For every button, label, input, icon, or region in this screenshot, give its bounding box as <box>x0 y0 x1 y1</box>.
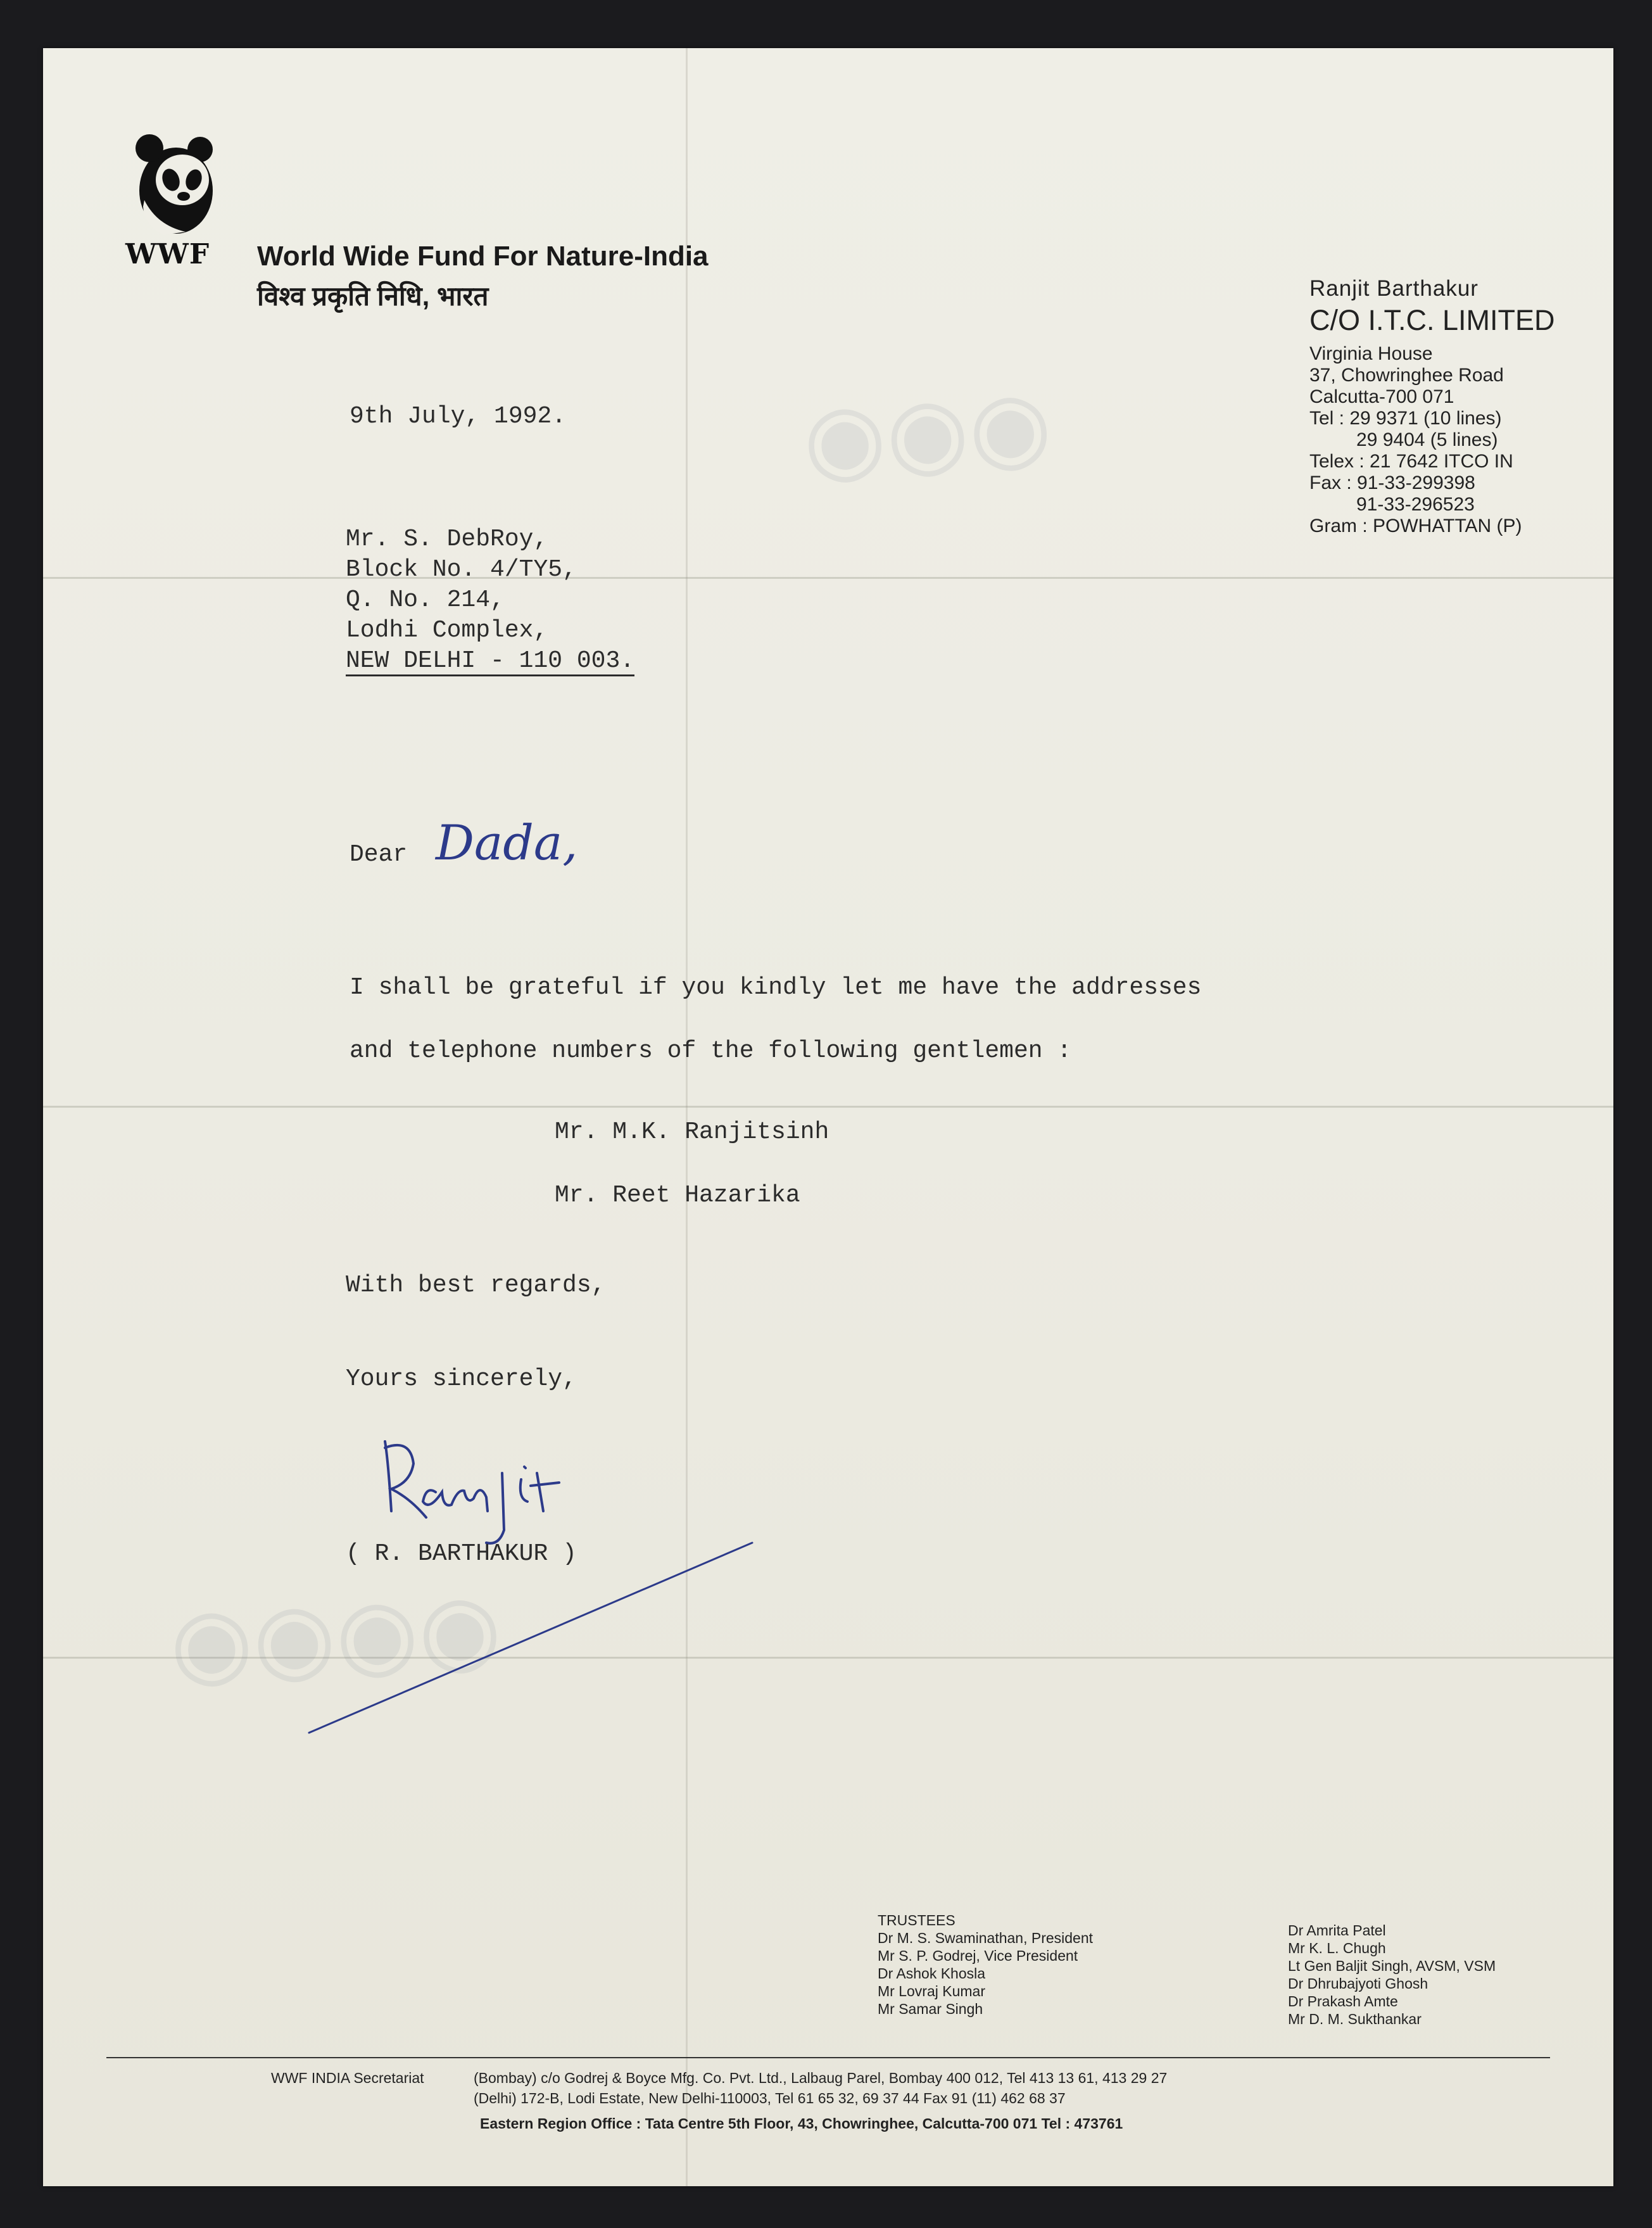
trustee-name: Dr Dhrubajyoti Ghosh <box>1288 1975 1428 1992</box>
recipient-address <box>346 524 634 676</box>
letter-page <box>43 48 1613 2186</box>
trustee-name: Mr D. M. Sukthankar <box>1288 2011 1422 2027</box>
closing-sincerely: Yours sincerely, <box>346 1365 577 1393</box>
trustee-name: Mr Samar Singh <box>878 2001 983 2017</box>
trustees-left <box>878 1911 1093 2018</box>
footer-divider <box>106 2057 1550 2058</box>
sender-fax: Fax : 91-33-299398 <box>1309 472 1475 493</box>
gentleman-name: Mr. Reet Hazarika <box>555 1182 800 1209</box>
sender-telephone: Tel : 29 9371 (10 lines) <box>1309 408 1502 429</box>
show-through-stamp: ◉◉◉◉ <box>167 1572 504 1700</box>
closing-regards: With best regards, <box>346 1272 606 1299</box>
trustee-name: Lt Gen Baljit Singh, AVSM, VSM <box>1288 1958 1496 1974</box>
trustee-name: Mr Lovraj Kumar <box>878 1983 985 1999</box>
fold-crease <box>43 1106 1613 1108</box>
recipient-line: Q. No. 214, <box>346 586 505 614</box>
trustee-name: Mr K. L. Chugh <box>1288 1940 1386 1956</box>
sender-address-line: Calcutta-700 071 <box>1309 386 1454 407</box>
signature-icon <box>252 1416 771 1745</box>
signatory-name: ( R. BARTHAKUR ) <box>346 1540 577 1567</box>
sender-address-line: 37, Chowringhee Road <box>1309 365 1504 386</box>
panda-logo-icon <box>125 130 220 238</box>
recipient-line: Lodhi Complex, <box>346 617 548 644</box>
sender-telex: Telex : 21 7642 ITCO IN <box>1309 451 1513 472</box>
trustee-name: Dr M. S. Swaminathan, President <box>878 1930 1094 1946</box>
organization-name-hindi: विश्व प्रकृति निधि, भारत <box>257 281 489 311</box>
salutation-handwritten: Dada, <box>436 814 578 871</box>
trustees-heading: TRUSTEES <box>878 1912 955 1928</box>
trustee-name: Dr Amrita Patel <box>1288 1922 1386 1939</box>
organization-name: World Wide Fund For Nature-India <box>257 241 709 272</box>
salutation-typed: Dear <box>350 841 408 868</box>
gentleman-name: Mr. M.K. Ranjitsinh <box>555 1118 829 1146</box>
recipient-line: Mr. S. DebRoy, <box>346 526 548 553</box>
trustees-right <box>1288 1921 1496 2028</box>
fold-crease <box>43 577 1613 579</box>
wwf-logo-text: WWF <box>125 238 210 270</box>
trustee-name: Dr Ashok Khosla <box>878 1965 986 1982</box>
sender-block <box>1309 276 1555 537</box>
sender-telephone: 29 9404 (5 lines) <box>1356 429 1498 450</box>
footer-secretariat-label: WWF INDIA Secretariat <box>271 2070 424 2086</box>
trustee-name: Dr Prakash Amte <box>1288 1993 1398 2010</box>
recipient-city: NEW DELHI - 110 003. <box>346 647 634 676</box>
body-line: I shall be grateful if you kindly let me have the addresses <box>350 974 1202 1001</box>
fold-crease <box>686 48 688 2186</box>
footer-delhi-address: (Delhi) 172-B, Lodi Estate, New Delhi-110003, Tel 61 65 32, 69 37 44 Fax 91 (11) 462 68 37 <box>474 2090 1066 2106</box>
recipient-line: Block No. 4/TY5, <box>346 556 577 583</box>
sender-company: C/O I.T.C. LIMITED <box>1309 304 1555 336</box>
footer-eastern-office: Eastern Region Office : Tata Centre 5th Floor, 43, Chowringhee, Calcutta-700 071 Tel : 473761 <box>480 2115 1123 2132</box>
sender-name: Ranjit Barthakur <box>1309 276 1479 301</box>
body-line: and telephone numbers of the following gentlemen : <box>350 1037 1072 1065</box>
footer-bombay-address: (Bombay) c/o Godrej & Boyce Mfg. Co. Pvt. Ltd., Lalbaug Parel, Bombay 400 012, Tel 413 13 61, 413 29 27 <box>474 2070 1168 2086</box>
show-through-stamp: ◉◉◉ <box>799 369 1056 497</box>
trustee-name: Mr S. P. Godrej, Vice President <box>878 1947 1078 1964</box>
letter-date: 9th July, 1992. <box>350 403 567 430</box>
sender-gram: Gram : POWHATTAN (P) <box>1309 516 1522 536</box>
sender-address-line: Virginia House <box>1309 343 1433 364</box>
sender-fax: 91-33-296523 <box>1356 494 1475 515</box>
